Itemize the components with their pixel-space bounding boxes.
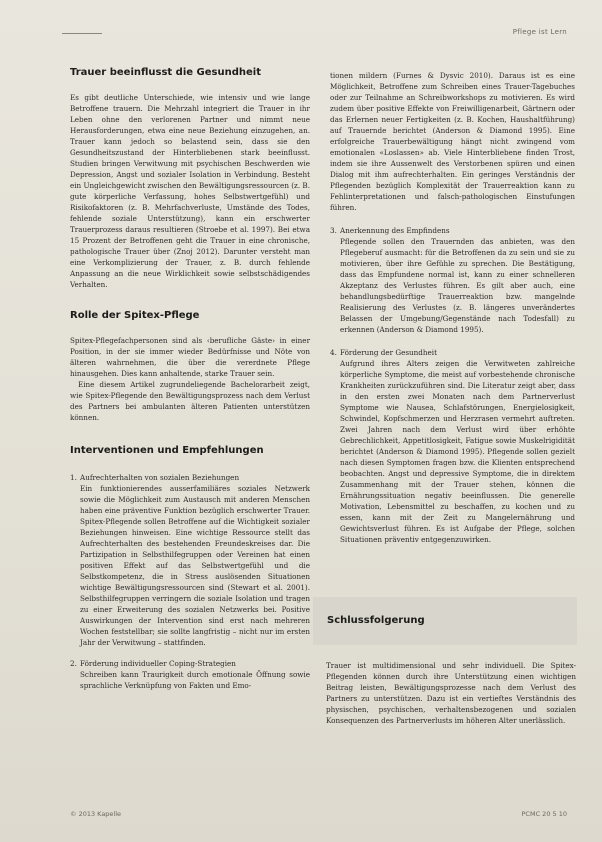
right-column — [330, 70, 575, 555]
list-item-title: Förderung der Gesundheit — [340, 348, 437, 357]
paragraph-continued: tionen mildern (Furnes & Dysvic 2010). Daraus ist es eine Möglichkeit, Betroffene zum Schreiben eines Trauer-Tagebuches oder zur Teilnahme an Schreibworkshops zu motivieren. Es wird zudem über positive Effekte von Freiwilligenarbeit, Gärtnern oder das Erlernen neuer Fertigkeiten (z. B. Kochen, Haushaltführung) auf Trauernde berichtet (Anderson & Diamond 1995). Eine erfolgreiche Trauerbewältigung hängt nicht zwingend vom emotionalen «Loslassen» ab. Viele Hinterbliebene finden Trost, indem sie ihre Aussenwelt des Verstorbenen spüren und einen Dialog mit ihm aufrechterhalten. Ein geringes Verständnis der Pflegenden bezüglich Komplexität der Trauerreaktion kann zu Fehlinterpretationen und falsch-pathologischen Einstufungen führen. — [330, 71, 575, 212]
left-column — [70, 55, 310, 701]
paragraph-spitex-1: Spitex-Pflegefachpersonen sind als ‹berufliche Gäste› in einer Position, in der sie immer wieder Bedürfnisse und Nöte von älteren wahrnehmen, die über die vererdnete Pflege hinausgehen. Dies kann anhaltende, starke Trauer sein. — [70, 336, 310, 378]
list-item-title: Förderung individueller Coping-Strategien — [80, 659, 236, 668]
list-number: 3. — [330, 226, 337, 235]
paragraph-conclusion: Trauer ist multidimensional und sehr individuell. Die Spitex-Pflegenden können durch ihre Unterstützung einen wichtigen Beitrag leisten, Bewältigungsprozesse nach dem Verlust des Partners zu unterstützen. Dazu ist ein vertieftes Verständnis des physischen, psychischen, verhaltensbezogenen und sozialen Konsequenzen des Partnerverlusts im höheren Alter unerlässlich. — [326, 661, 576, 725]
section-heading-conclusion: Schlussfolgerung — [327, 615, 425, 626]
list-item-body: Schreiben kann Traurigkeit durch emotionale Öffnung sowie sprachliche Verknüpfung von Fakten und Emo- — [80, 670, 310, 690]
conclusion-heading-box — [313, 597, 577, 645]
section-heading-spitex: Rolle der Spitex-Pflege — [70, 310, 200, 321]
list-item-health — [330, 347, 575, 545]
top-rule — [62, 33, 102, 34]
list-number: 4. — [330, 348, 337, 357]
footer-left: © 2013 Kapelle — [70, 810, 122, 818]
list-item-recognition — [330, 225, 575, 335]
list-item-coping — [70, 658, 310, 691]
paragraph-spitex-2: Eine diesem Artikel zugrundeliegende Bachelorarbeit zeigt, wie Spitex-Pflegende den Bewältigungsprozess nach dem Verlust des Partners bei ambulanten älteren Patienten unterstützen können. — [70, 380, 310, 422]
list-item-body: Aufgrund ihres Alters zeigen die Verwitweten zahlreiche körperliche Symptome, die meist auf vorbestehende chronische Krankheiten zurückzuführen sind. Die Literatur zeigt aber, dass in den ersten zwei Monaten nach dem Partnerverlust Symptome wie Nausea, Schlafstörungen, Energielosigkeit, Schwindel, Kopfschmerzen und Herzrasen vermehrt auftreten. Zwei Jahren nach dem Verlust wird über erhöhte Gebrechlichkeit, Appetitlosigkeit, Fatigue sowie Muskelrigidität berichtet (Anderson & Diamond 1995). Pflegende sollen gezielt nach diesen Symptomen fragen bzw. die Klienten entsprechend beobachten. Angst und depressive Symptome, die in direktem Zusammenhang mit der Trauer stehen, können die Ernährungssituation negativ beeinflussen. Die generelle Motivation, Lebensmittel zu beschaffen, zu kochen und zu essen, kann mit der Zeit zu Mangelernährung und Gewichtsverlust führen. Es ist Aufgabe der Pflege, solchen Situationen präventiv entgegenzuwirken. — [340, 359, 575, 544]
list-item-body: Pflegende sollen den Trauernden das anbieten, was den Pflegeberuf ausmacht: für die Betroffenen da zu sein und sie zu motivieren, über ihre Gefühle zu sprechen. Die Bestätigung, dass das Empfundene normal ist, kann zu einer schnelleren Akzeptanz des Verlustes führen. Es gilt aber auch, eine behandlungsbedürftige Trauerreaktion bzw. mangelnde Realisierung des Verlustes (z. B. längeres unverändertes Belassen der Umgebung/Gegenstände nach Todesfall) zu erkennen (Anderson & Diamond 1995). — [340, 237, 575, 334]
list-item-social — [70, 472, 310, 648]
list-number: 1. — [70, 473, 77, 482]
footer-right: PCMC 20 5 10 — [521, 810, 567, 818]
running-header: Pflege ist Lern — [512, 28, 567, 36]
paragraph-health: Es gibt deutliche Unterschiede, wie intensiv und wie lange Betroffene trauern. Die Mehrzahl integriert die Trauer in ihr Leben ohne den verlorenen Partner und nimmt neue Herausforderungen, etwa eine neue Beziehung einzugehen, an. Trauer kann jedoch so belastend sein, dass sie den Gesundheitszustand der Hinterbliebenen stark beeinflusst. Studien bringen Verwitwung mit psychischen Beschwerden wie Depression, Angst und sozialer Isolation in Verbindung. Besteht ein Ungleichgewicht zwischen den Bewältigungsressourcen (z. B. gute körperliche Verfassung, hohes Selbstwertgefühl) und Risikofaktoren (z. B. Mehrfachverluste, Umstände des Todes, fehlende soziale Unterstützung), kann ein erschwerter Trauerprozess daraus resultieren (Stroebe et al. 1997). Bei etwa 15 Prozent der Betroffenen geht die Trauer in eine chronische, pathologische Trauer über (Znoj 2012). Darunter versteht man eine Verkomplizierung der Trauer, z. B. durch fehlende Anpassung an die neue Wirklichkeit sowie selbstschädigendes Verhalten. — [70, 93, 310, 289]
list-item-title: Anerkennung des Empfindens — [340, 226, 450, 235]
list-item-body: Ein funktionierendes ausserfamiliäres soziales Netzwerk sowie die Möglichkeit zum Austausch mit anderen Menschen haben eine präventive Funktion bezüglich erschwerter Trauer. Spitex-Pflegende sollen Betroffene auf die Wichtigkeit sozialer Beziehungen hinweisen. Eine wichtige Ressource stellt das Aufrechterhalten des bestehenden Freundeskreises dar. Die Partizipation in Selbsthilfegruppen oder Vereinen hat einen positiven Effekt auf das Selbstwertgefühl und die Selbstkompetenz, die in Stress auslösenden Situationen wichtige Bewältigungsressourcen sind (Stewart et al. 2001). Selbsthilfegruppen verringern die soziale Isolation und tragen zu einer Erweiterung des sozialen Netzwerks bei. Positive Auswirkungen der Intervention sind erst nach mehreren Wochen feststellbar; sie sollte langfristig – nicht nur im ersten Jahr der Verwitwung – stattfinden. — [80, 484, 310, 647]
list-number: 2. — [70, 659, 77, 668]
section-heading-interventions: Interventionen und Empfehlungen — [70, 445, 264, 456]
list-item-title: Aufrechterhalten von sozialen Beziehungen — [80, 473, 240, 482]
section-heading-health: Trauer beeinflusst die Gesundheit — [70, 67, 261, 78]
